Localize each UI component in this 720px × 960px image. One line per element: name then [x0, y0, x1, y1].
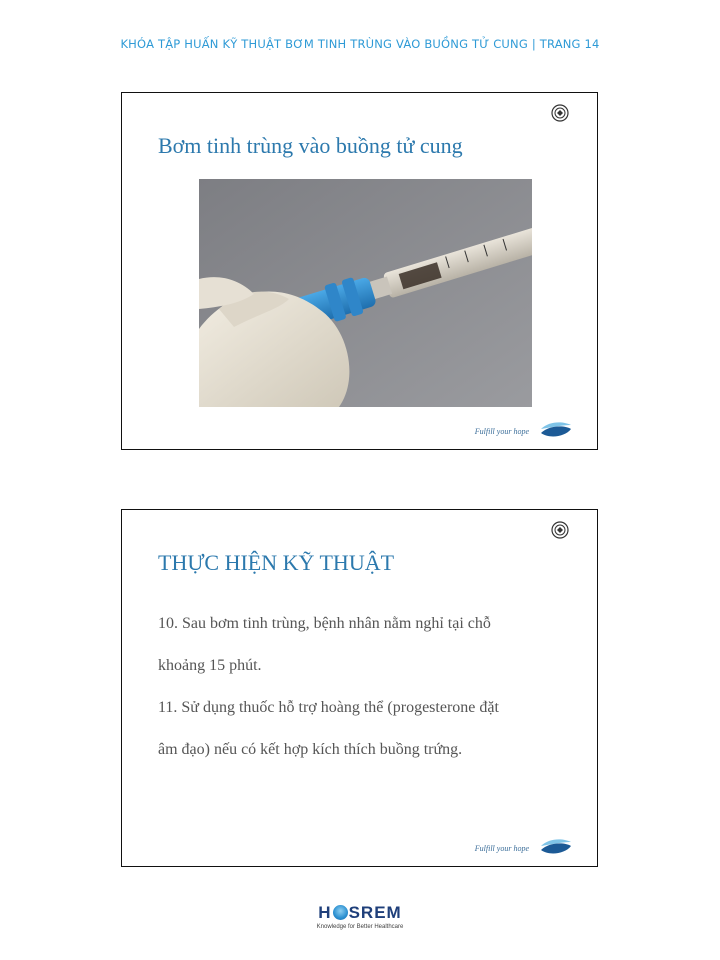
- globe-icon: [333, 905, 348, 920]
- paragraph-11: [158, 698, 578, 762]
- slide-1: [121, 92, 598, 450]
- paragraph-line: 11. Sử dụng thuốc hỗ trợ hoàng thể (progesterone đặt: [158, 699, 499, 716]
- paragraph-10: [158, 614, 578, 678]
- slide-title: Bơm tinh trùng vào buồng tử cung: [158, 133, 463, 158]
- leaf-logo-icon: [539, 419, 573, 439]
- paragraph-line: 10. Sau bơm tinh trùng, bệnh nhân nằm nghỉ tại chỗ: [158, 615, 491, 632]
- hosrem-tagline: Knowledge for Better Healthcare: [316, 924, 404, 930]
- hospital-seal-icon: [551, 104, 569, 122]
- slide-body: [158, 614, 578, 782]
- leaf-logo-icon: [539, 836, 573, 856]
- hosrem-letter-h: H: [318, 903, 332, 922]
- paragraph-line: khoảng 15 phút.: [158, 657, 262, 674]
- page-header: KHÓA TẬP HUẤN KỸ THUẬT BƠM TINH TRÙNG VÀO BUỒNG TỬ CUNG | TRANG 14: [120, 37, 600, 51]
- paragraph-line: âm đạo) nếu có kết hợp kích thích buồng trứng.: [158, 741, 463, 758]
- hosrem-logo: [0, 903, 720, 930]
- fulfill-your-hope-logo: [453, 417, 573, 439]
- hosrem-wordmark: [318, 903, 401, 923]
- syringe-photo: [199, 179, 532, 407]
- slide-2: [121, 509, 598, 867]
- hosrem-letters: SREM: [348, 903, 402, 922]
- slide-title: THỰC HIỆN KỸ THUẬT: [158, 550, 395, 575]
- hospital-seal-icon: [551, 521, 569, 539]
- fulfill-tagline: Fulfill your hope: [474, 844, 529, 853]
- fulfill-tagline: Fulfill your hope: [474, 427, 529, 436]
- fulfill-your-hope-logo: [453, 834, 573, 856]
